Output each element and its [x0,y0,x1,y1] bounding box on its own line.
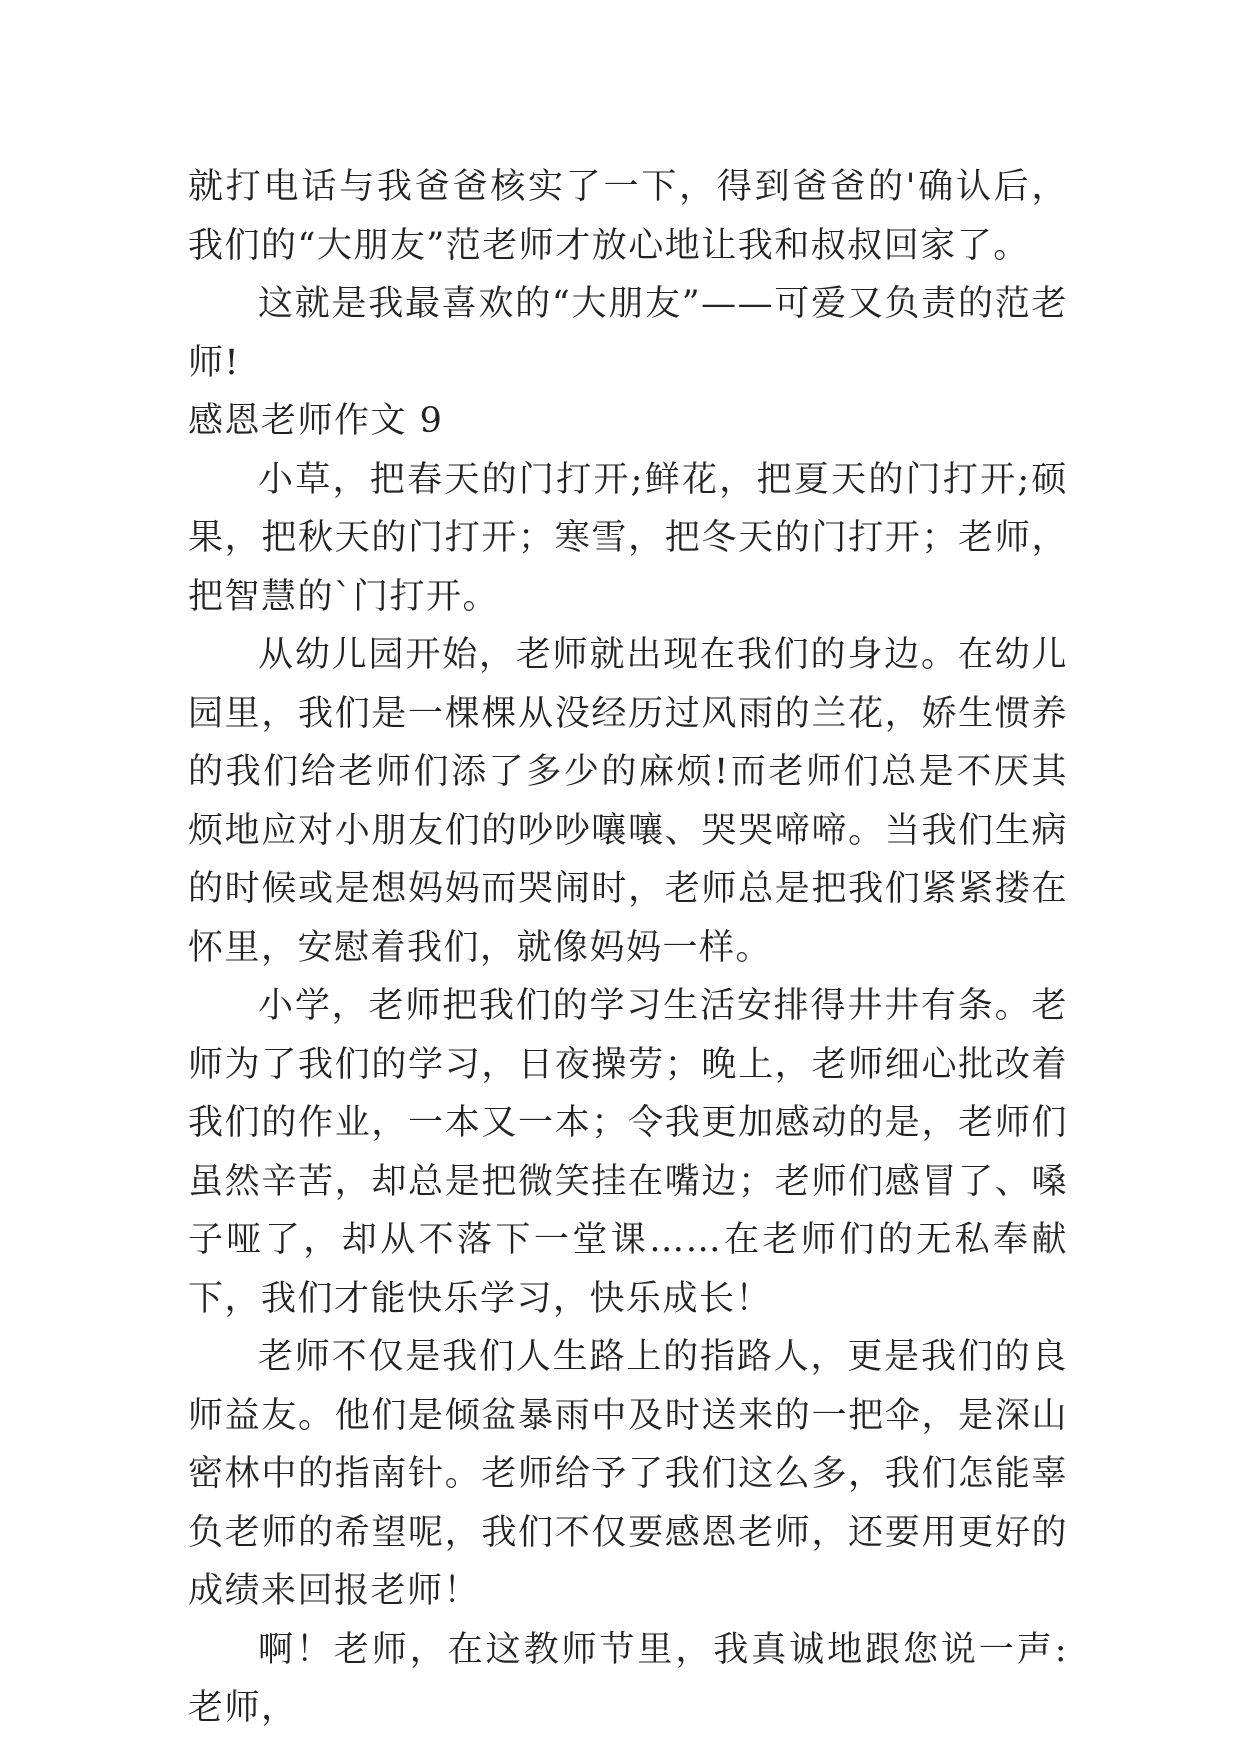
paragraph-closing: 这就是我最喜欢的“大朋友”——可爱又负责的范老师! [188,284,1068,383]
paragraph-primary-school: 小学，老师把我们的学习生活安排得井井有条。老师为了我们的学习，日夜操劳；晚上，老师细心批改着我们的作业，一本又一本；令我更加感动的是，老师们虽然辛苦，却总是把微笑挂在嘴边；老师们感冒了、嗓子哑了，却从不落下一堂课……在老师们的无私奉献下，我们才能快乐学习，快乐成长！ [188,986,1068,1319]
document-body [188,158,1068,1738]
paragraph-intro: 小草，把春天的门打开;鲜花，把夏天的门打开;硕果，把秋天的门打开；寒雪，把冬天的门打开；老师，把智慧的`门打开。 [188,459,1068,617]
section-heading: 感恩老师作文 9 [188,401,444,441]
paragraph-continuation: 就打电话与我爸爸核实了一下，得到爸爸的'确认后，我们的“大朋友”范老师才放心地让我和叔叔回家了。 [188,167,1068,266]
paragraph-mentor: 老师不仅是我们人生路上的指路人，更是我们的良师益友。他们是倾盆暴雨中及时送来的一把伞，是深山密林中的指南针。老师给予了我们这么多，我们怎能辜负老师的希望呢，我们不仅要感恩老师，还要用更好的成绩来回报老师！ [188,1337,1068,1611]
paragraph-kindergarten: 从幼儿园开始，老师就出现在我们的身边。在幼儿园里，我们是一棵棵从没经历过风雨的兰花，娇生惯养的我们给老师们添了多少的麻烦!而老师们总是不厌其烦地应对小朋友们的吵吵嚷嚷、哭哭啼啼。当我们生病的时候或是想妈妈而哭闹时，老师总是把我们紧紧搂在怀里，安慰着我们，就像妈妈一样。 [188,635,1068,968]
paragraph-teachers-day: 啊！老师，在这教师节里，我真诚地跟您说一声:老师， [188,1629,1068,1728]
